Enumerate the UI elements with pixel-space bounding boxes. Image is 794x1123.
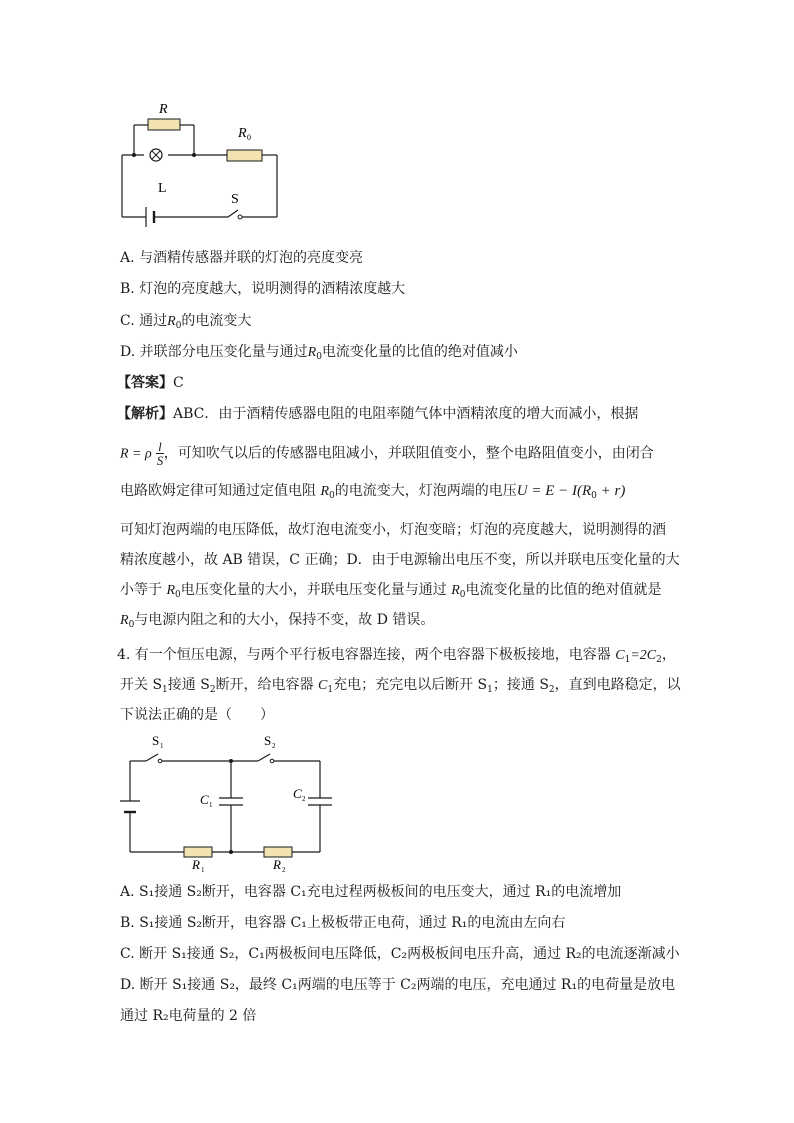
label-S2: S: [264, 733, 272, 748]
q3-analysis-line-3: 电路欧姆定律可知通过定值电阻 $R_0$的电流变大，灯泡两端的电压$U = E - I(R_0 + r)$: [120, 483, 626, 501]
q3-analysis-line-7: $R_0$与电源内阻之和的大小，保持不变，故 D 错误。: [120, 612, 435, 630]
q3-answer: 【答案】C: [117, 375, 184, 391]
q3-option-d: D. 并联部分电压变化量与通过$R_0$电流变化量的比值的绝对值减小: [120, 344, 518, 362]
svg-text:2: 2: [272, 742, 276, 750]
q3-analysis-line-6: 小等于 $R_0$电压变化量的大小，并联电压变化量与通过 $R_0$电流变化量的比值的绝对值就是: [120, 582, 662, 600]
resistivity-fraction: $\frac{l}{S}$: [156, 439, 164, 468]
q3-analysis-line-1: 【解析】ABC．由于酒精传感器电阻的电阻率随气体中酒精浓度的增大而减小，根据: [117, 406, 639, 422]
q4-option-d-line-1: D. 断开 S₁接通 S₂，最终 C₁两端的电压等于 C₂两端的电压，充电通过 R₁的电荷量是放电: [120, 977, 676, 993]
svg-text:1: 1: [160, 742, 164, 750]
circuit-diagram-sensor: [110, 95, 290, 230]
label-R0-sub: 0: [247, 133, 251, 142]
label-L: L: [158, 181, 167, 196]
q4-stem-line-1: 4. 有一个恒压电源，与两个平行板电容器连接，两个电容器下极板接地，电容器 $C_1=2C_2$，: [117, 647, 676, 665]
q4-option-a: A. S₁接通 S₂断开，电容器 C₁充电过程两极板间的电压变大，通过 R₁的电流增加: [120, 884, 622, 900]
q4-option-d-line-2: 通过 R₂电荷量的 2 倍: [120, 1008, 257, 1024]
q3-analysis-line-4: 可知灯泡两端的电压降低，故灯泡电流变小，灯泡变暗；灯泡的亮度越大，说明测得的酒: [120, 522, 666, 538]
svg-text:2: 2: [302, 795, 306, 803]
label-R: R: [159, 102, 168, 117]
svg-text:2: 2: [282, 866, 286, 874]
q4-option-c: C. 断开 S₁接通 S₂，C₁两极板间电压降低，C₂两极板间电压升高，通过 R₂的电流逐渐减小: [120, 946, 680, 962]
q4-option-b: B. S₁接通 S₂断开，电容器 C₁上极板带正电荷，通过 R₁的电流由左向右: [120, 915, 566, 931]
label-R1: R: [192, 857, 200, 872]
resistor-R: [148, 119, 180, 130]
resistor-R2: [264, 847, 292, 857]
q4-stem-line-2: 开关 $S_1$接通 $S_2$断开，给电容器 $C_1$充电；充完电以后断开 $S_1$；接通 $S_2$，直到电路稳定，以: [120, 677, 681, 695]
label-S1: S: [152, 733, 160, 748]
lamp-icon: [150, 149, 162, 161]
q3-analysis-line-5: 精浓度越小，故 AB 错误，C 正确；D．由于电源输出电压不变，所以并联电压变化量的大: [120, 552, 680, 568]
q3-analysis-line-2: R = ρ $\frac{l}{S}$ ，可知吹气以后的传感器电阻减小，并联阻值变小，整个电路阻值变小，由闭合: [120, 439, 654, 468]
q3-option-a: A. 与酒精传感器并联的灯泡的亮度变亮: [120, 250, 364, 266]
q3-option-c: C. 通过$R_0$的电流变大: [120, 313, 252, 331]
label-C2: C: [293, 786, 302, 801]
resistor-R1: [184, 847, 212, 857]
q4-stem-line-3: 下说法正确的是（ ）: [120, 707, 274, 723]
resistor-R0: [227, 150, 262, 161]
q3-option-b: B. 灯泡的亮度越大，说明测得的酒精浓度越大: [120, 281, 406, 297]
svg-text:1: 1: [201, 866, 205, 874]
label-S: S: [231, 192, 239, 207]
label-R0: R: [238, 126, 247, 141]
circuit-diagram-capacitors: [118, 728, 338, 876]
label-R2: R: [273, 857, 281, 872]
svg-text:1: 1: [209, 801, 213, 809]
label-C1: C: [200, 792, 209, 807]
